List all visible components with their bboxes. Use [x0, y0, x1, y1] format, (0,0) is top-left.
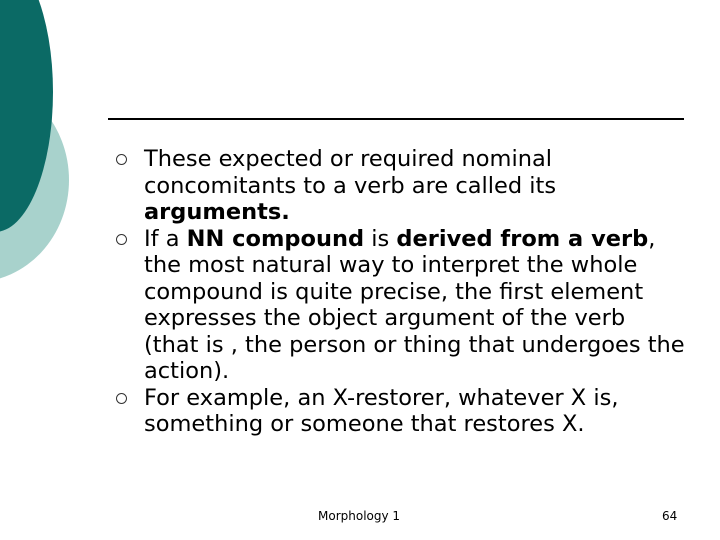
bullet-text: These expected or required nominal concomitants to a verb are called its	[144, 146, 557, 199]
bullet-item	[116, 226, 686, 385]
title-divider-line	[108, 118, 684, 120]
page-number: 64	[662, 509, 678, 523]
bullet-item	[116, 146, 686, 226]
teal-corner-decoration	[0, 0, 120, 300]
bullet-list	[116, 146, 686, 438]
bullet-text: is	[364, 225, 397, 252]
bold-text: derived from a verb	[396, 225, 649, 252]
hollow-circle-bullet-icon	[116, 234, 127, 245]
hollow-circle-bullet-icon	[116, 154, 127, 165]
bullet-text: , the most natural way to interpret the whole compound is quite precise, the first element expresses the object argument of the verb (that is , the person or thing that undergoes the action).	[144, 225, 685, 384]
bold-text: arguments.	[144, 199, 290, 225]
bullet-text: For example, an X-restorer, whatever X is, something or someone that restores X.	[144, 384, 619, 437]
bullet-item	[116, 385, 686, 438]
bullet-text: If a	[144, 225, 187, 252]
hollow-circle-bullet-icon	[116, 393, 127, 404]
bold-text: NN compound	[186, 225, 365, 252]
footer-title: Morphology 1	[318, 509, 401, 523]
